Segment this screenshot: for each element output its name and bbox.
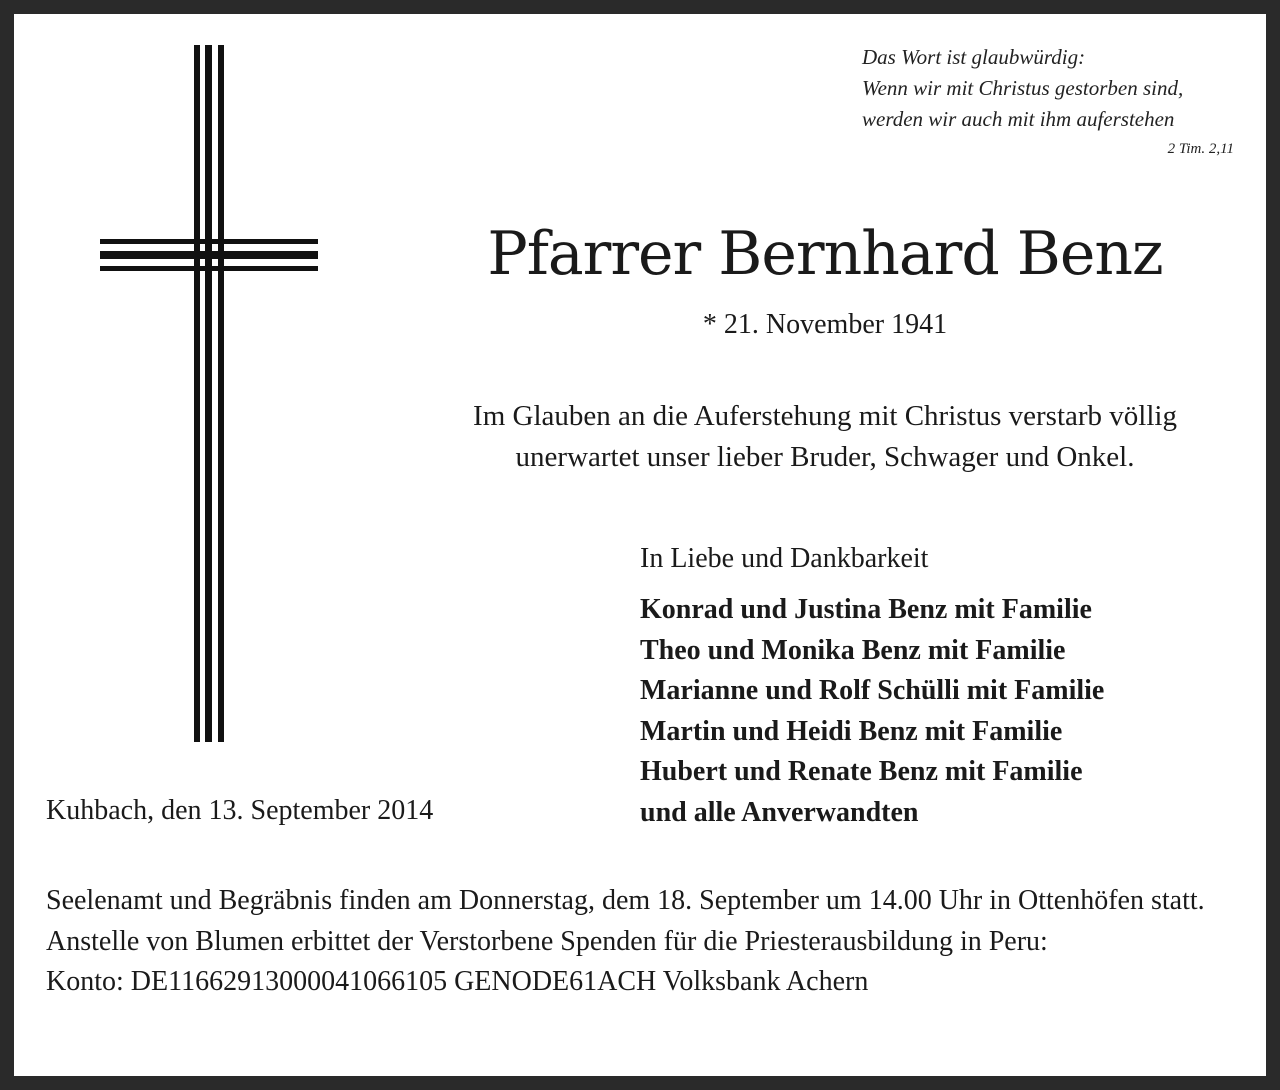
mourners-list <box>640 590 1240 834</box>
verse-line: werden wir auch mit ihm auferstehen <box>862 107 1175 131</box>
bank-account: Konto: DE11662913000041066105 GENODE61ACH Volksbank Achern <box>46 966 869 997</box>
place-and-date: Kuhbach, den 13. September 2014 <box>46 795 434 826</box>
announcement-line: Im Glauben an die Auferstehung mit Christus verstarb völlig <box>473 400 1177 432</box>
verse-line: Wenn wir mit Christus gestorben sind, <box>862 76 1184 100</box>
donation-info: Anstelle von Blumen erbittet der Verstorbene Spenden für die Priesterausbildung in Peru: <box>46 925 1048 957</box>
mourner-name: Konrad und Justina Benz mit Familie <box>640 594 1092 625</box>
mourner-name: und alle Anverwandten <box>640 796 919 828</box>
bible-verse <box>862 42 1234 135</box>
mourners-heading: In Liebe und Dankbarkeit <box>640 543 929 574</box>
death-announcement <box>400 396 1250 478</box>
mourner-name: Hubert und Renate Benz mit Familie <box>640 756 1083 788</box>
mourner-name: Theo und Monika Benz mit Familie <box>640 634 1066 666</box>
deceased-name: Pfarrer Bernhard Benz <box>487 219 1163 289</box>
verse-line: Das Wort ist glaubwürdig: <box>862 45 1086 69</box>
birth-date: * 21. November 1941 <box>702 309 948 340</box>
mourner-name: Martin und Heidi Benz mit Familie <box>640 715 1063 747</box>
announcement-line: unerwartet unser lieber Bruder, Schwager und Onkel. <box>515 441 1135 473</box>
mourner-name: Marianne und Rolf Schülli mit Familie <box>640 675 1105 707</box>
funeral-info: Seelenamt und Begräbnis finden am Donnerstag, dem 18. September um 14.00 Uhr in Ottenhöfen statt. <box>46 885 1205 916</box>
verse-reference: 2 Tim. 2,11 <box>1167 141 1234 157</box>
service-notes <box>46 881 1236 1003</box>
